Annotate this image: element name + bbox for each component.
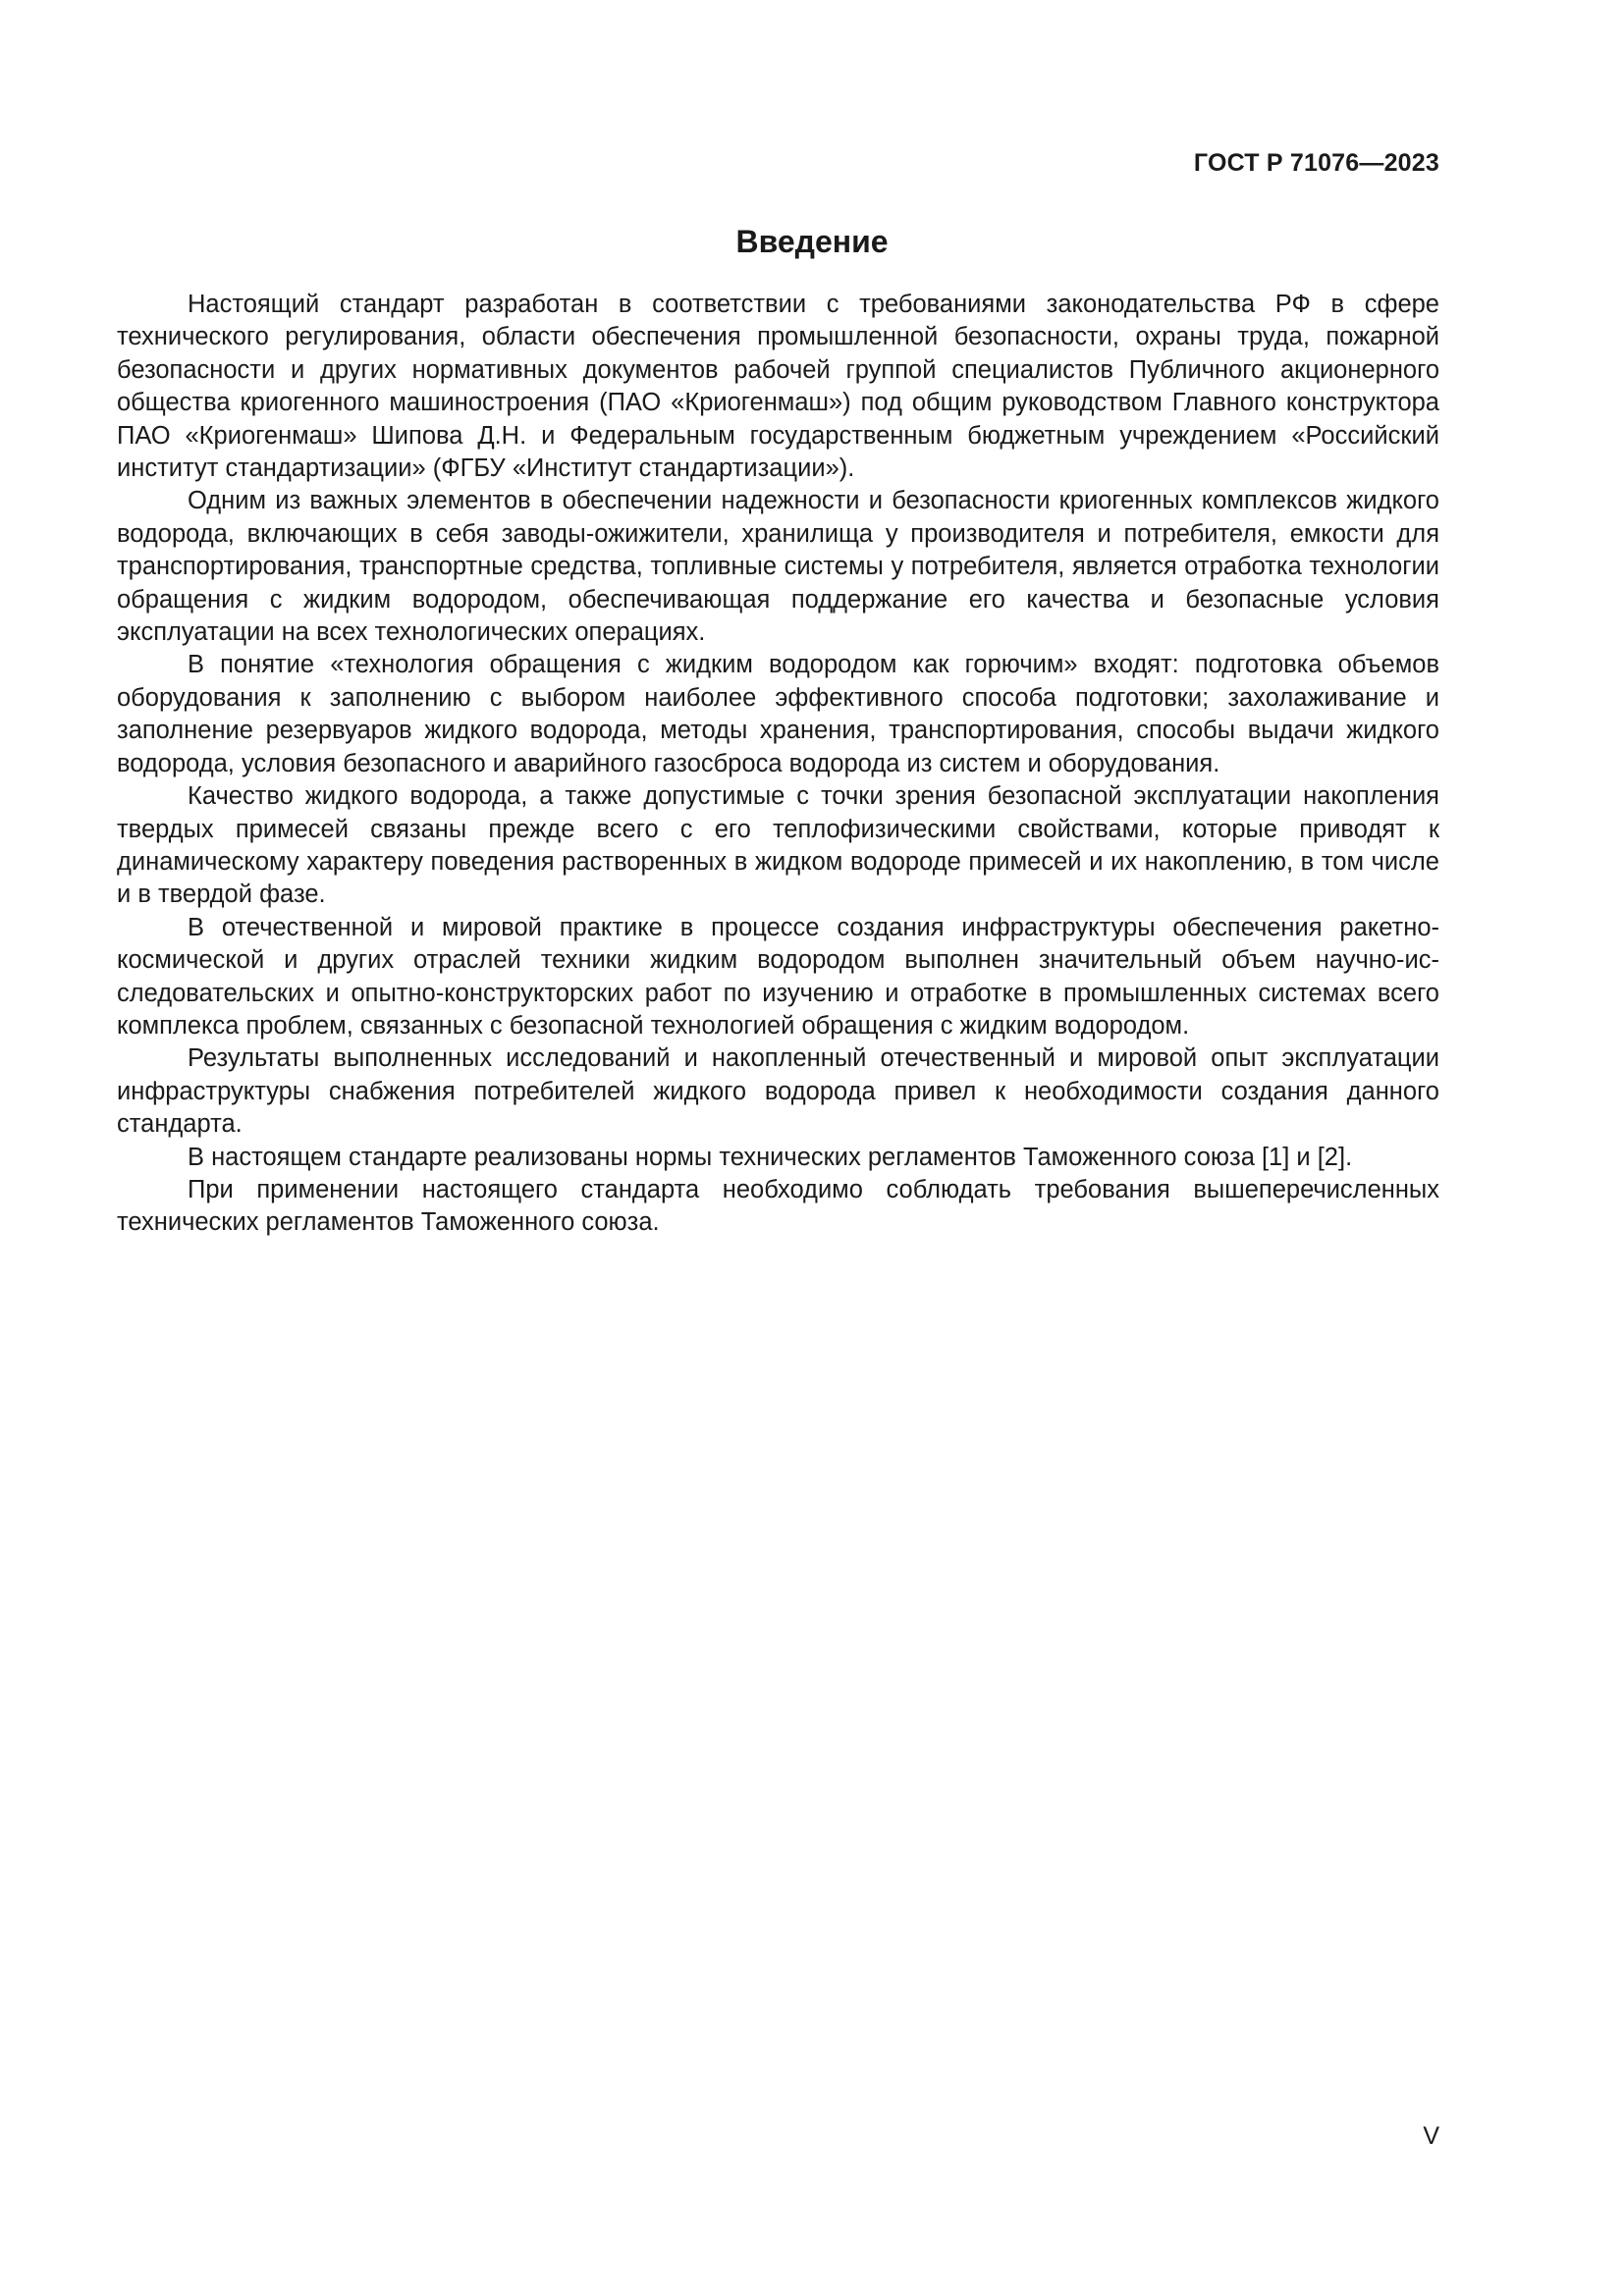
paragraph-7: В настоящем стандарте реализованы нормы технических регламентов Таможенного союза [1] и [2]. — [188, 1143, 1353, 1171]
paragraph-5: В отечественной и мировой практике в процессе создания инфраструктуры обеспечения ракетно-космической и других отраслей техники жидким водородом выполнен значительный объем научно-исследовательских и опытно-конструкторских работ по изучению и отработке в промышленных системах всего комплекса проблем, связанных с безопасной технологией обращения с жидким водородом. — [117, 913, 1439, 1040]
paragraph-1: Настоящий стандарт разработан в соответствии с требованиями законодательства РФ в сфере технического регулирования, области обеспечения промышленной безопасности, охраны труда, пожарной безопасности и других нормативных документов рабочей группой специалистов Публичного акционерного общества криогенного машиностроения (ПАО «Криогенмаш») под общим руководством Главного конструктора ПАО «Криогенмаш» Шипова Д.Н. и Федеральным государственным бюджетным учреждением «Российский институт стандартизации» (ФГБУ «Институт стандартизации»). — [117, 291, 1439, 483]
document-code-header: ГОСТ Р 71076—2023 — [1193, 149, 1439, 177]
paragraph-4: Качество жидкого водорода, а также допустимые с точки зрения безопасной эксплуатации накопления твердых примесей связаны прежде всего с его теплофизическими свойствами, которые приводят к динамическому характеру поведения растворенных в жидком водороде примесей и их накоплению, в том числе и в твердой фазе. — [117, 782, 1439, 909]
page-number: V — [1423, 2122, 1439, 2150]
paragraph-8: При применении настоящего стандарта необходимо соблюдать требования вышеперечисленных технических регламентов Таможенного союза. — [117, 1175, 1439, 1237]
paragraph-3: В понятие «технология обращения с жидким водородом как горючим» входят: подготовка объемов оборудования к заполнению с выбором наиболее эффективного способа подготовки; захолаживание и заполнение резервуаров жидкого водорода, методы хранения, транспортирования, способы выдачи жидкого водорода, условия безопасного и аварийного газосброса водорода из систем и оборудования. — [117, 651, 1439, 777]
section-title: Введение — [735, 224, 889, 259]
introduction-body — [117, 289, 1439, 1240]
paragraph-2: Одним из важных элементов в обеспечении надежности и безопасности криогенных комплексов жидкого водорода, включающих в себя заводы-ожижители, хранилища у производителя и потребителя, емкости для транспортирования, транспортные средства, топливные системы у потребителя, является отработка технологии обращения с жидким водородом, обеспечивающая поддержание его качества и безопасные условия эксплуатации на всех технологических операциях. — [117, 487, 1439, 647]
paragraph-6: Результаты выполненных исследований и накопленный отечественный и мировой опыт эксплуатации инфраструктуры снабжения потребителей жидкого водорода привел к необходимости создания данного стандарта. — [117, 1044, 1439, 1139]
